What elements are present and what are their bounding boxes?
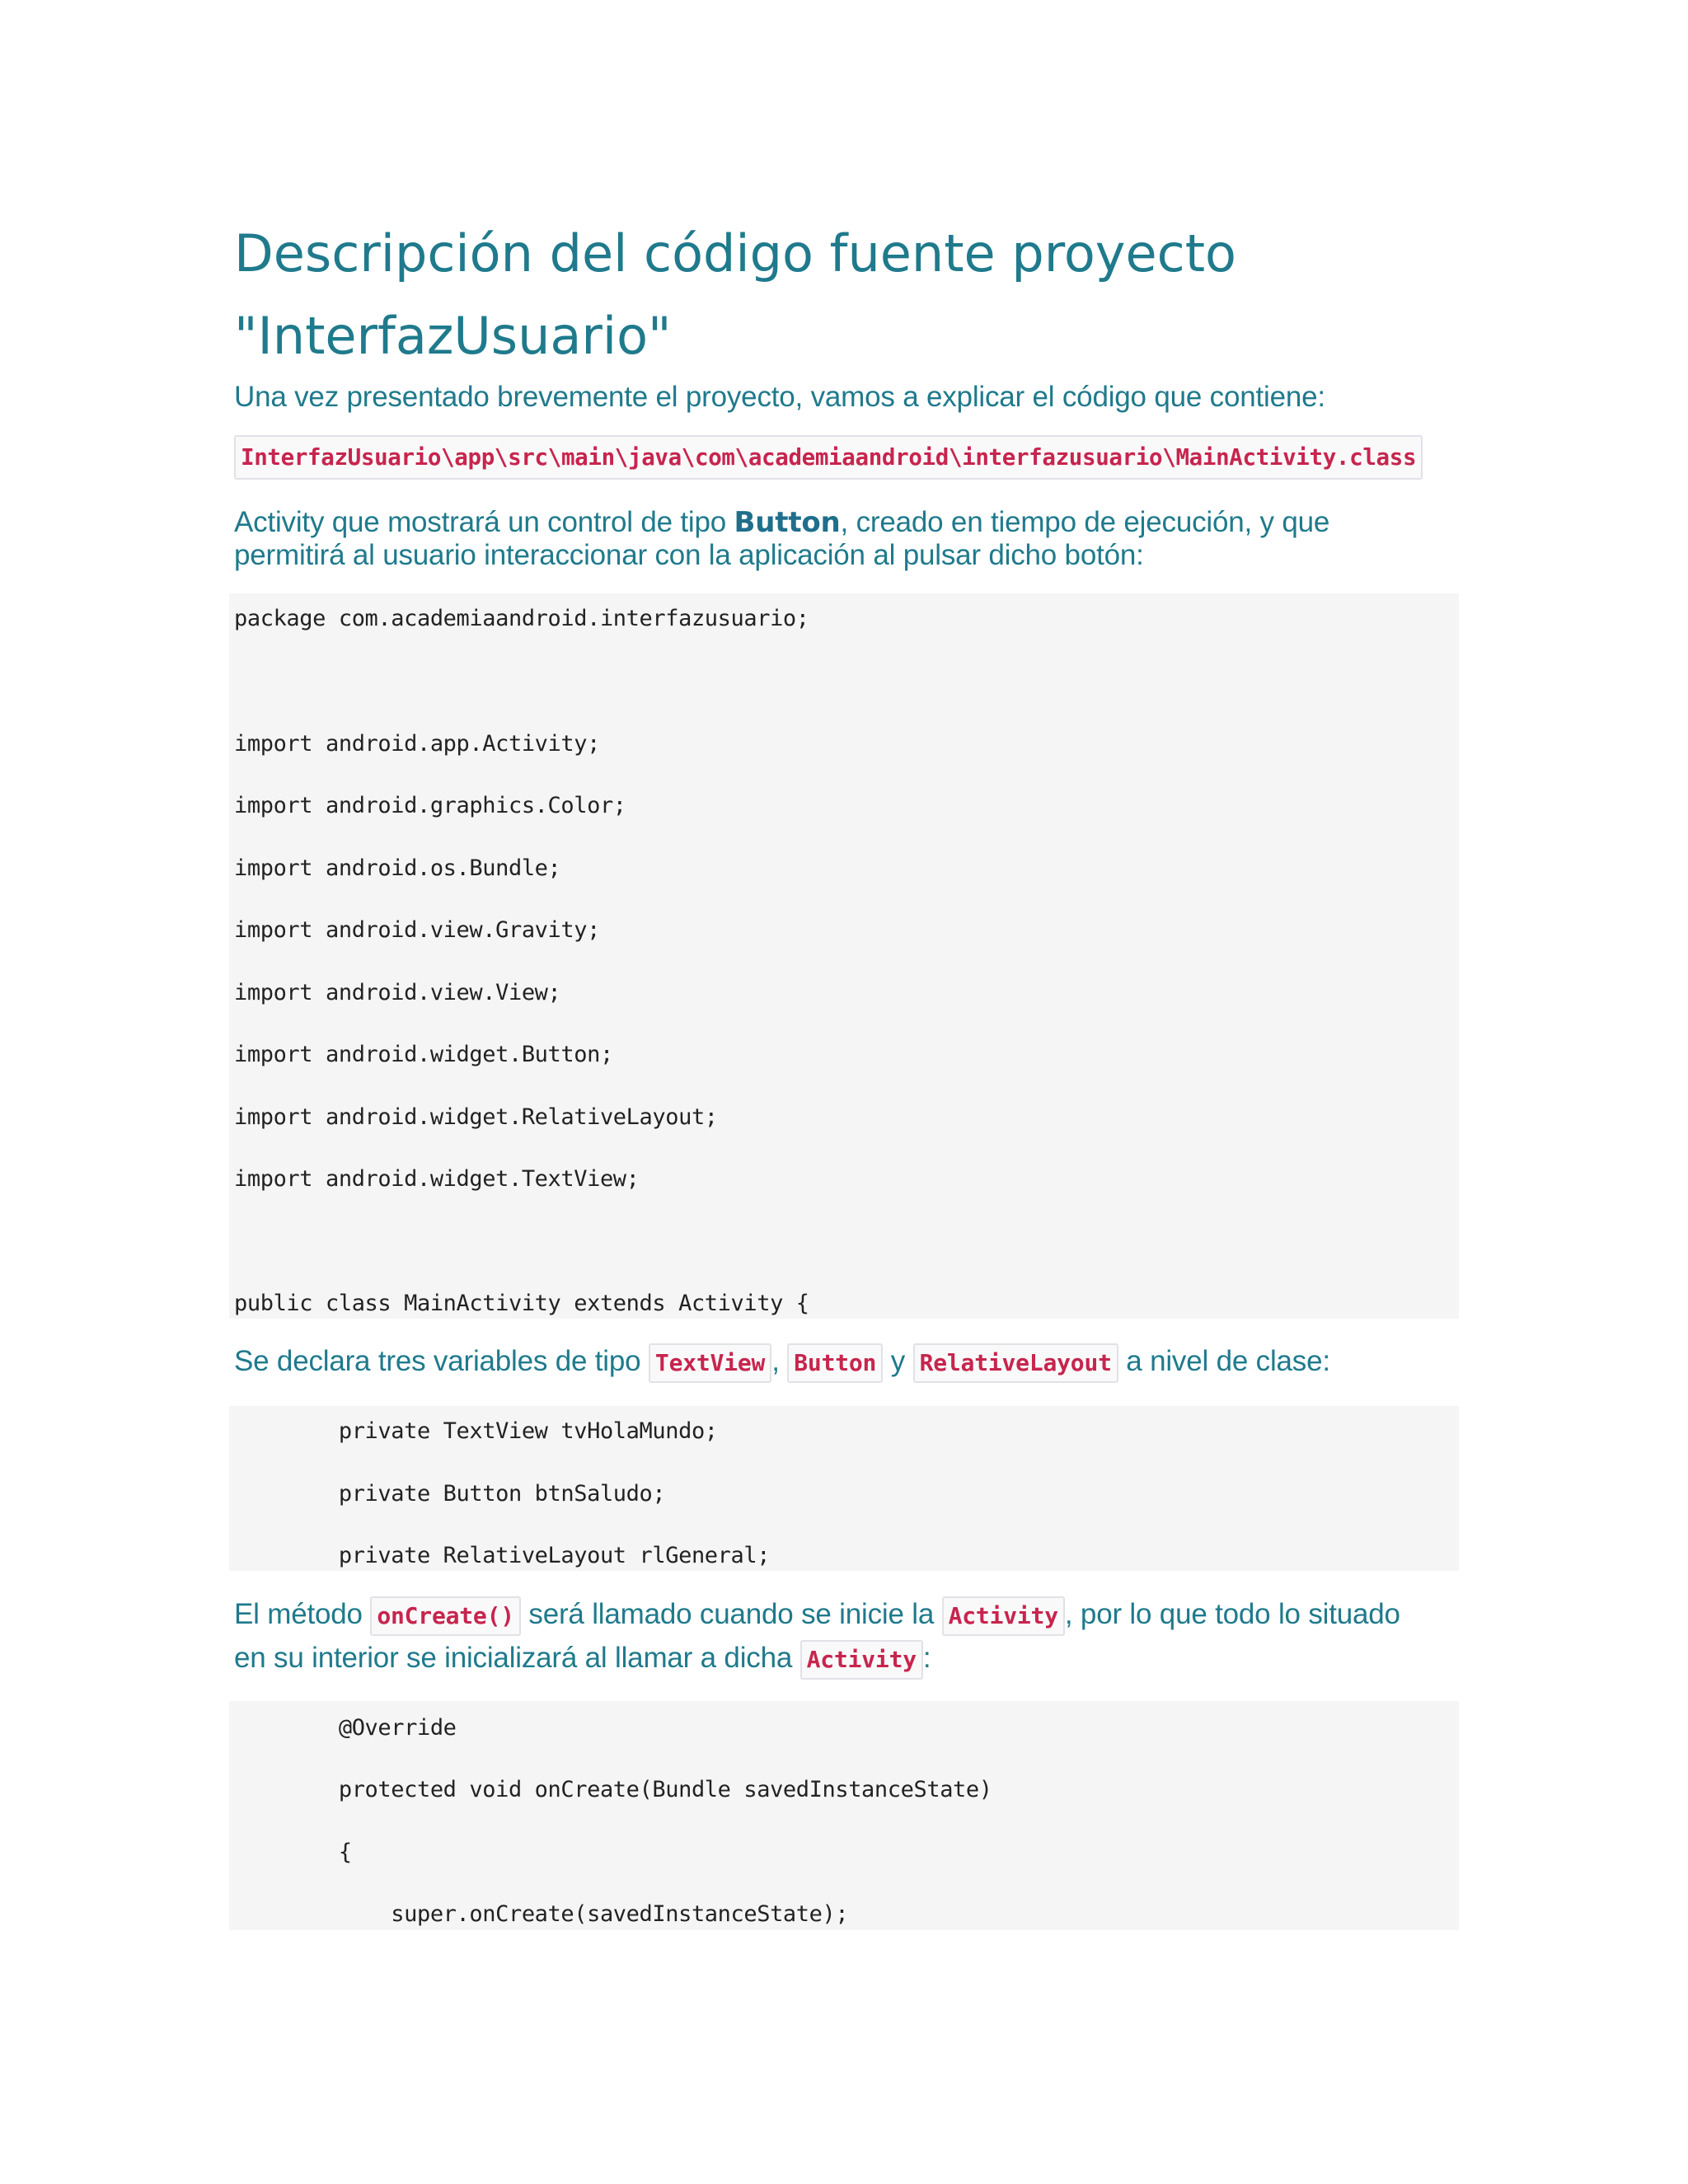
- oncreate-desc-text-3: , por lo que todo lo situado: [1064, 1598, 1400, 1630]
- oncreate-desc-text-4: en su interior se inicializará al llamar a dicha: [234, 1642, 800, 1674]
- code-block-variables: [229, 1406, 1459, 1571]
- code-line: import android.view.View;: [234, 980, 561, 1005]
- oncreate-description: [234, 1592, 1470, 1680]
- title-line-2: "InterfazUsuario": [234, 306, 672, 366]
- activity-description: [234, 506, 1470, 572]
- variables-desc-text-1: Se declara tres variables de tipo: [234, 1345, 649, 1377]
- file-path-code: InterfazUsuario\app\src\main\java\com\academiaandroid\interfazusuario\MainActivity.class: [234, 435, 1423, 480]
- variables-desc-sep-1: ,: [771, 1345, 788, 1377]
- code-line: private RelativeLayout rlGeneral;: [234, 1543, 771, 1568]
- variables-desc-text-2: a nivel de clase:: [1118, 1345, 1330, 1377]
- code-block-imports: [229, 593, 1459, 1319]
- code-line: import android.graphics.Color;: [234, 793, 626, 818]
- activity-desc-text-1: Activity que mostrará un control de tipo: [234, 506, 734, 538]
- code-line: import android.widget.Button;: [234, 1042, 613, 1067]
- activity-desc-button-term: Button: [734, 506, 841, 539]
- intro-paragraph: Una vez presentado brevemente el proyecto, vamos a explicar el código que contiene:: [234, 381, 1325, 413]
- title-line-1: Descripción del código fuente proyecto: [234, 223, 1236, 284]
- code-line: public class MainActivity extends Activity {: [234, 1291, 809, 1316]
- code-line: protected void onCreate(Bundle savedInstanceState): [234, 1777, 992, 1802]
- code-line: {: [234, 1840, 352, 1865]
- code-line: import android.os.Bundle;: [234, 855, 561, 881]
- code-line: @Override: [234, 1715, 457, 1741]
- code-line: import android.widget.RelativeLayout;: [234, 1104, 718, 1130]
- inline-code-button: Button: [787, 1343, 883, 1383]
- oncreate-desc-text-2: será llamado cuando se inicie la: [520, 1598, 942, 1630]
- variables-description: [234, 1340, 1470, 1383]
- inline-code-oncreate: onCreate(): [370, 1596, 521, 1636]
- code-line: private TextView tvHolaMundo;: [234, 1418, 718, 1444]
- inline-code-relativelayout: RelativeLayout: [913, 1343, 1118, 1383]
- activity-desc-text-3: permitirá al usuario interaccionar con la aplicación al pulsar dicho botón:: [234, 539, 1144, 571]
- inline-code-textview: TextView: [649, 1343, 771, 1383]
- code-line: package com.academiaandroid.interfazusuario;: [234, 606, 809, 631]
- variables-desc-sep-2: y: [883, 1345, 913, 1377]
- code-line: import android.app.Activity;: [234, 731, 600, 757]
- oncreate-desc-text-1: El método: [234, 1598, 371, 1630]
- code-line: import android.widget.TextView;: [234, 1166, 640, 1192]
- code-block-oncreate: [229, 1701, 1459, 1930]
- inline-code-activity: Activity: [942, 1596, 1065, 1636]
- activity-desc-text-2: , creado en tiempo de ejecución, y que: [840, 506, 1330, 538]
- oncreate-desc-text-5: :: [922, 1642, 931, 1674]
- inline-code-activity: Activity: [800, 1640, 923, 1680]
- code-line: private Button btnSaludo;: [234, 1481, 666, 1507]
- code-line: super.onCreate(savedInstanceState);: [234, 1901, 849, 1927]
- code-line: import android.view.Gravity;: [234, 917, 600, 943]
- page-title: [234, 213, 1470, 377]
